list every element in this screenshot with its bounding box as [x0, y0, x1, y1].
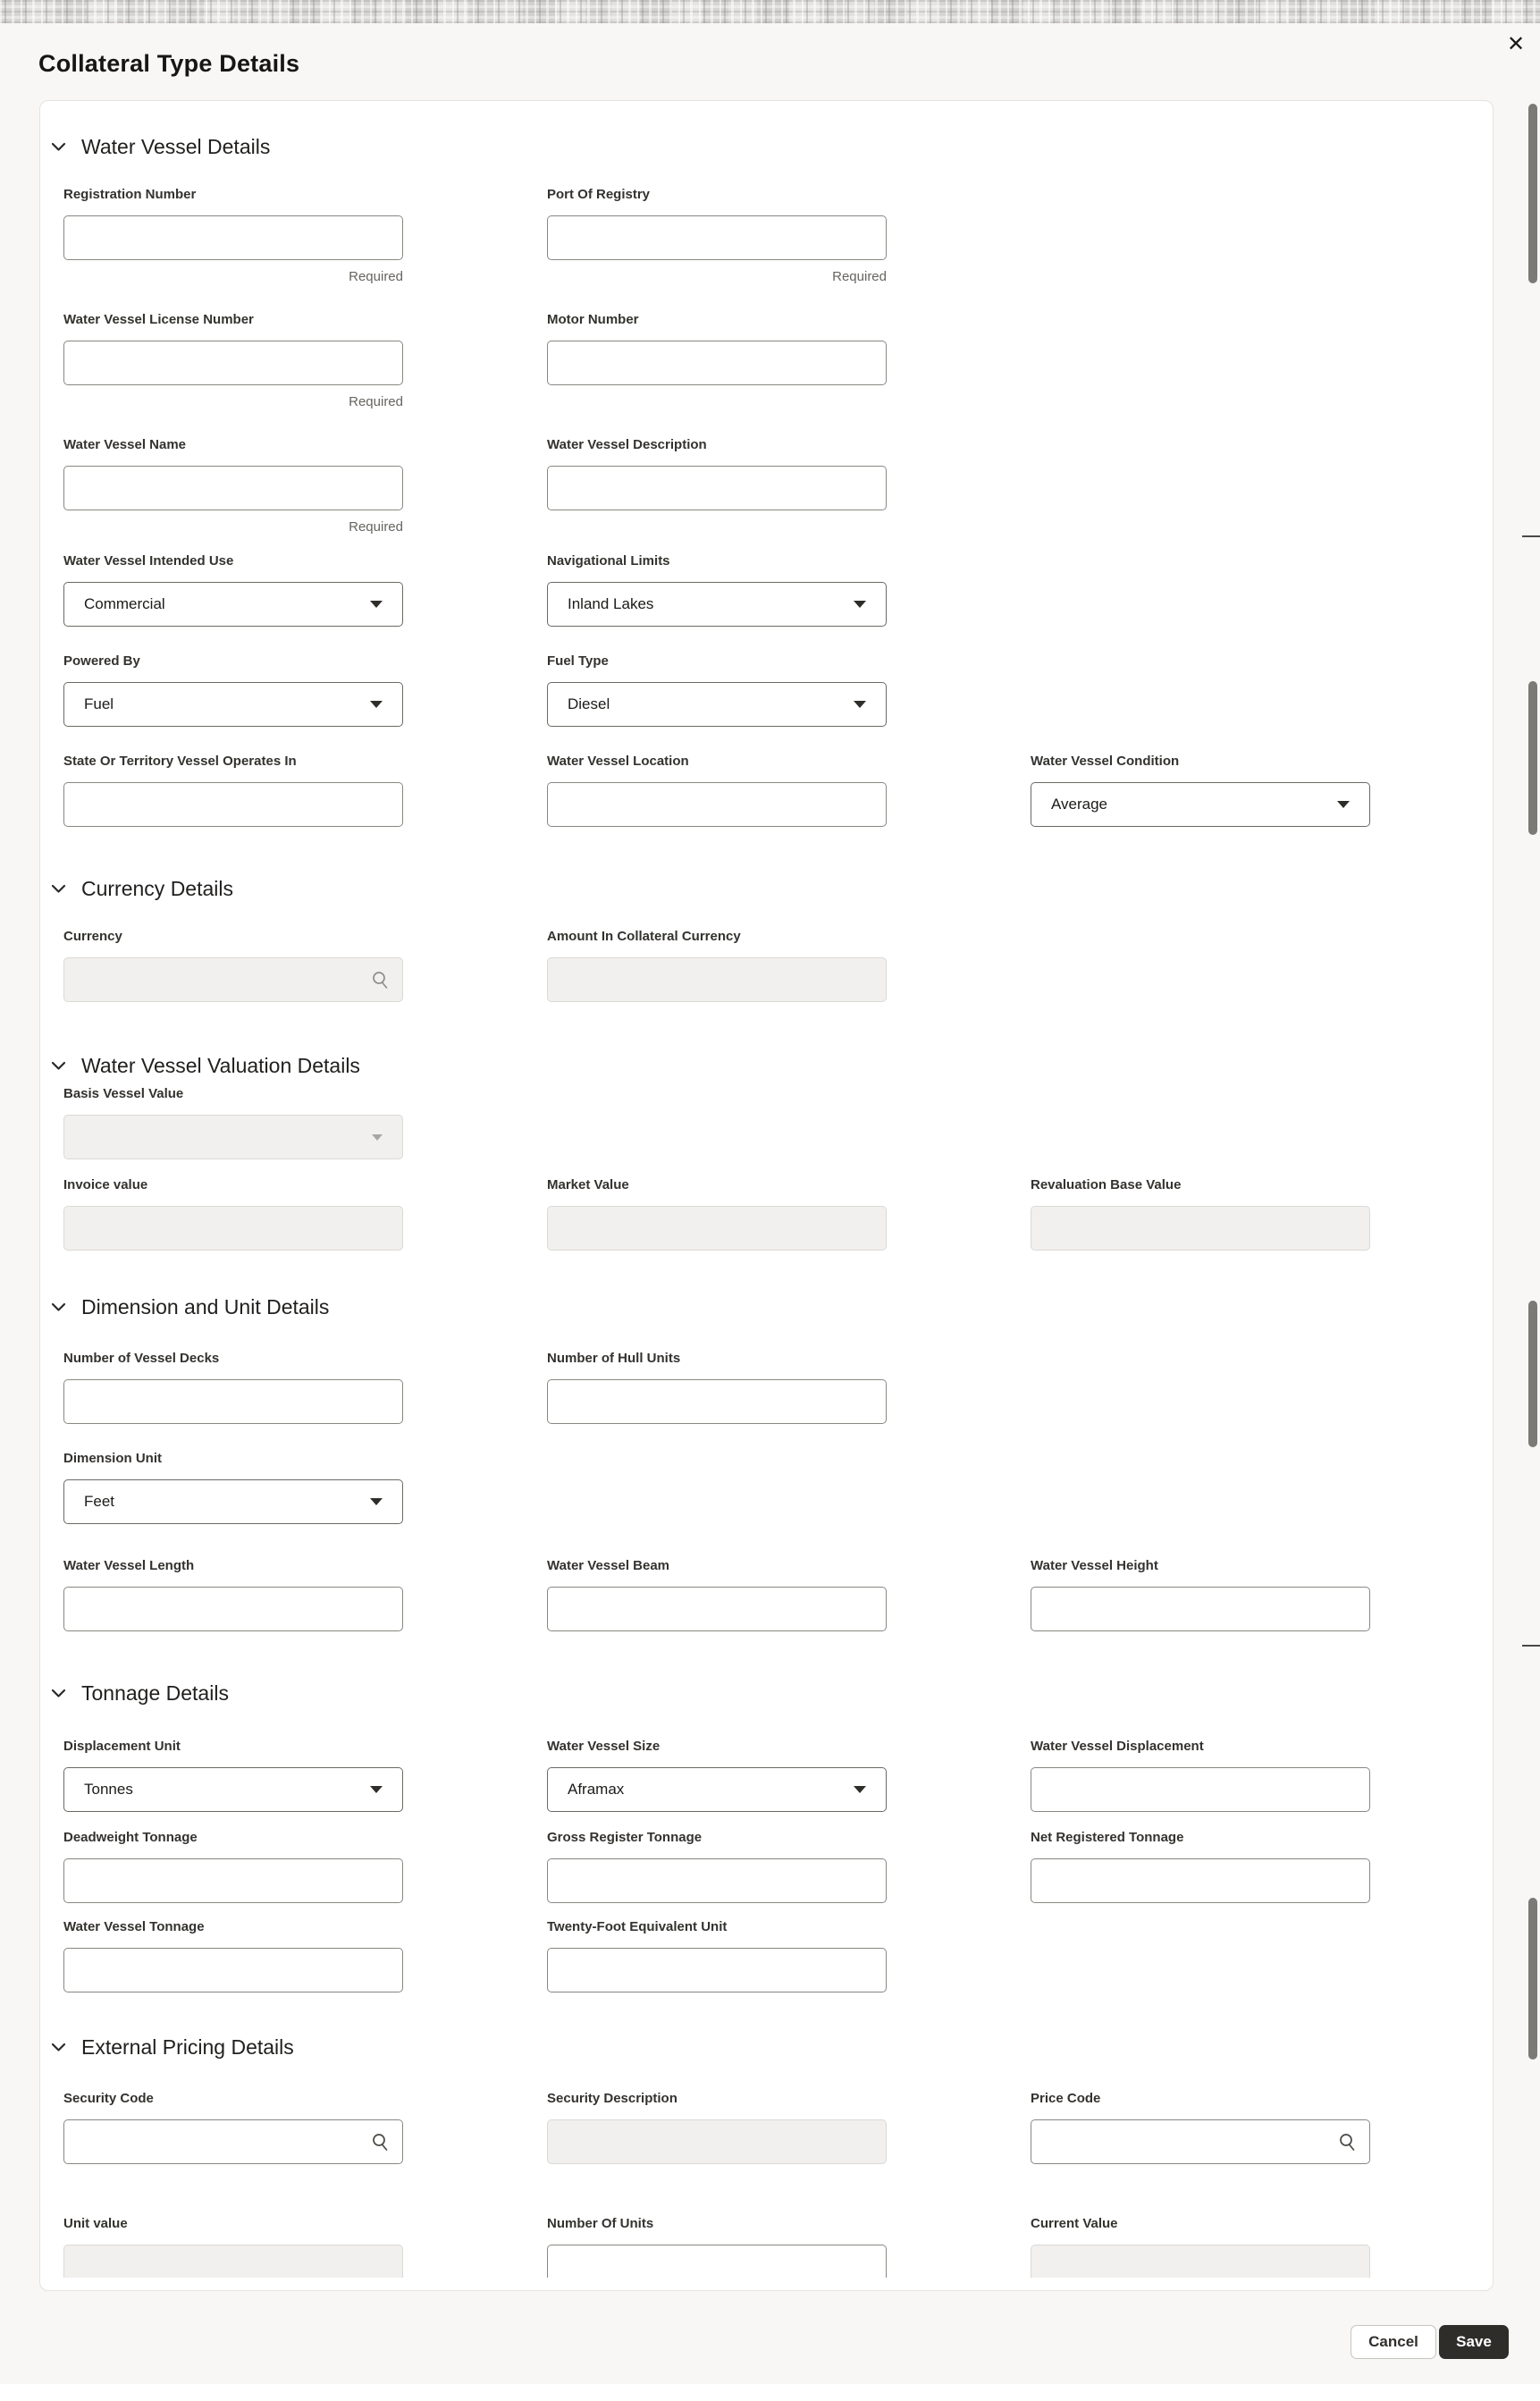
powered-by-field [63, 652, 403, 727]
number-of-vessel-decks-label: Number of Vessel Decks [63, 1351, 220, 1366]
water-vessel-size-label: Water Vessel Size [547, 1739, 661, 1754]
selected-value: Tonnes [84, 1781, 133, 1798]
chevron-down-icon [51, 1689, 66, 1698]
displacement-unit-label: Displacement Unit [63, 1739, 181, 1754]
number-of-hull-units-input[interactable] [568, 1393, 866, 1411]
chevron-down-icon [51, 884, 66, 894]
gross-register-tonnage-text-field [547, 1858, 887, 1903]
security-code-label: Security Code [63, 2091, 154, 2106]
search-icon [371, 971, 390, 990]
gross-register-tonnage-field [547, 1828, 887, 1903]
section-header-external-pricing-details[interactable] [51, 2034, 294, 2060]
basis-vessel-value-label: Basis Vessel Value [63, 1086, 184, 1101]
water-vessel-displacement-field [1031, 1737, 1370, 1812]
chevron-down-icon [51, 142, 66, 152]
water-vessel-height-label: Water Vessel Height [1031, 1558, 1158, 1573]
security-description-input [568, 2133, 866, 2151]
water-vessel-tonnage-text-field [63, 1948, 403, 1992]
powered-by-label: Powered By [63, 653, 140, 669]
selected-value: Fuel [84, 695, 114, 712]
caret-down-icon [370, 701, 383, 708]
seam-line [1522, 535, 1540, 537]
security-description-label: Security Description [547, 2091, 677, 2106]
collateral-type-details-card [39, 100, 1494, 2291]
number-of-units-label: Number Of Units [547, 2216, 654, 2231]
number-of-hull-units-field [547, 1349, 887, 1424]
selected-value: Commercial [84, 595, 165, 612]
twenty-foot-equivalent-unit-text-field [547, 1948, 887, 1992]
invoice-value-field [63, 1175, 403, 1251]
deadweight-tonnage-text-field [63, 1858, 403, 1903]
number-of-hull-units-label: Number of Hull Units [547, 1351, 681, 1366]
section-header-tonnage-details[interactable] [51, 1680, 229, 1706]
currency-label: Currency [63, 929, 122, 944]
fuel-type-label: Fuel Type [547, 653, 609, 669]
section-header-dimension-and-unit-details[interactable] [51, 1293, 329, 1320]
form-row [63, 552, 1475, 627]
port-of-registry-text-field [547, 215, 887, 260]
registration-number-field [63, 185, 403, 285]
scrollbar-thumb[interactable] [1528, 1898, 1537, 2060]
section-title: External Pricing Details [81, 2035, 294, 2059]
motor-number-field [547, 310, 887, 385]
water-vessel-description-label: Water Vessel Description [547, 437, 707, 452]
port-of-registry-input[interactable] [568, 229, 866, 247]
scrollbar-thumb[interactable] [1528, 104, 1537, 283]
water-vessel-intended-use-field [63, 552, 403, 627]
security-code-field [63, 2089, 403, 2164]
close-icon: ✕ [1506, 32, 1526, 56]
water-vessel-name-field [63, 435, 403, 535]
caret-down-icon [370, 1786, 383, 1793]
net-registered-tonnage-field [1031, 1828, 1370, 1903]
price-code-input[interactable] [1051, 2133, 1323, 2151]
water-vessel-height-input[interactable] [1051, 1600, 1350, 1618]
security-code-search-field [63, 2119, 403, 2164]
selected-value: Diesel [568, 695, 610, 712]
port-of-registry-label: Port Of Registry [547, 187, 651, 202]
registration-number-label: Registration Number [63, 187, 197, 202]
bottom-strip [0, 2384, 1540, 2401]
powered-by-select[interactable] [63, 682, 403, 727]
required-indicator: Required [349, 394, 403, 409]
scrollbar-thumb[interactable] [1528, 681, 1537, 835]
water-vessel-tonnage-input[interactable] [84, 1961, 383, 1979]
currency-search-field [63, 957, 403, 1002]
deadweight-tonnage-field [63, 1828, 403, 1903]
save-button[interactable]: Save [1439, 2325, 1509, 2359]
invoice-value-label: Invoice value [63, 1177, 148, 1192]
revaluation-base-value-text-field [1031, 1206, 1370, 1251]
water-vessel-tonnage-field [63, 1917, 403, 1992]
water-vessel-beam-label: Water Vessel Beam [547, 1558, 670, 1573]
water-vessel-condition-select[interactable] [1031, 782, 1370, 827]
water-vessel-description-input[interactable] [568, 479, 866, 497]
revaluation-base-value-field [1031, 1175, 1370, 1251]
dimension-unit-label: Dimension Unit [63, 1451, 163, 1466]
caret-down-icon [1337, 801, 1350, 808]
caret-down-icon [370, 601, 383, 608]
form-row [63, 1449, 1475, 1524]
form-row [63, 1175, 1475, 1251]
water-vessel-name-label: Water Vessel Name [63, 437, 187, 452]
form-row [63, 652, 1475, 727]
chevron-down-icon [51, 1302, 66, 1312]
close-button[interactable] [1503, 32, 1528, 57]
twenty-foot-equivalent-unit-label: Twenty-Foot Equivalent Unit [547, 1919, 728, 1934]
search-icon [371, 2133, 390, 2152]
water-vessel-displacement-label: Water Vessel Displacement [1031, 1739, 1204, 1754]
amount-in-collateral-currency-input [568, 971, 866, 989]
dimension-unit-field [63, 1449, 403, 1524]
form-row [63, 1737, 1475, 1812]
currency-input [84, 971, 356, 989]
form-row [63, 752, 1475, 827]
gross-register-tonnage-label: Gross Register Tonnage [547, 1830, 703, 1845]
navigational-limits-field [547, 552, 887, 627]
market-value-input [568, 1219, 866, 1237]
security-description-field [547, 2089, 887, 2164]
gross-register-tonnage-input[interactable] [568, 1872, 866, 1890]
amount-in-collateral-currency-text-field [547, 957, 887, 1002]
section-title: Dimension and Unit Details [81, 1294, 330, 1318]
water-vessel-beam-text-field [547, 1587, 887, 1631]
form-row [63, 927, 1475, 1002]
form-row [63, 435, 1475, 535]
caret-down-icon [372, 1134, 383, 1141]
motor-number-text-field [547, 341, 887, 385]
cancel-button[interactable]: Cancel [1351, 2325, 1436, 2359]
dimension-unit-select[interactable] [63, 1479, 403, 1524]
selected-value: Feet [84, 1493, 115, 1510]
form-row [63, 2214, 1475, 2278]
caret-down-icon [854, 601, 866, 608]
current-value-field [1031, 2214, 1370, 2278]
form-row [63, 1349, 1475, 1424]
required-indicator: Required [349, 519, 403, 535]
required-indicator: Required [349, 269, 403, 284]
registration-number-text-field [63, 215, 403, 260]
state-or-territory-vessel-operates-in-input[interactable] [84, 796, 383, 813]
state-or-territory-vessel-operates-in-text-field [63, 782, 403, 827]
section-title: Water Vessel Details [81, 134, 271, 158]
water-vessel-length-input[interactable] [84, 1600, 383, 1618]
water-vessel-location-text-field [547, 782, 887, 827]
water-vessel-intended-use-select[interactable] [63, 582, 403, 627]
seam-line [1522, 1645, 1540, 1647]
currency-field [63, 927, 403, 1002]
top-texture-strip [0, 0, 1540, 23]
water-vessel-location-field [547, 752, 887, 827]
water-vessel-description-field [547, 435, 887, 510]
form-row [63, 2089, 1475, 2164]
selected-value: Aframax [568, 1781, 625, 1798]
number-of-vessel-decks-input[interactable] [84, 1393, 383, 1411]
water-vessel-name-input[interactable] [84, 479, 383, 497]
water-vessel-license-number-input[interactable] [84, 354, 383, 372]
form-row [63, 1917, 1475, 1992]
fuel-type-field [547, 652, 887, 727]
invoice-value-text-field [63, 1206, 403, 1251]
form-row [63, 1084, 1475, 1159]
revaluation-base-value-input [1051, 1219, 1350, 1237]
unit-value-input [84, 2258, 383, 2276]
section-header-water-vessel-details[interactable] [51, 133, 270, 160]
navigational-limits-select[interactable] [547, 582, 887, 627]
number-of-units-input[interactable] [568, 2258, 866, 2276]
market-value-text-field [547, 1206, 887, 1251]
section-title: Water Vessel Valuation Details [81, 1053, 360, 1077]
caret-down-icon [370, 1498, 383, 1505]
caret-down-icon [854, 701, 866, 708]
state-or-territory-vessel-operates-in-field [63, 752, 403, 827]
water-vessel-license-number-text-field [63, 341, 403, 385]
water-vessel-beam-field [547, 1556, 887, 1631]
number-of-vessel-decks-text-field [63, 1379, 403, 1424]
page-title: Collateral Type Details [38, 50, 300, 77]
number-of-hull-units-text-field [547, 1379, 887, 1424]
motor-number-label: Motor Number [547, 312, 639, 327]
required-indicator: Required [832, 269, 887, 284]
motor-number-input[interactable] [568, 354, 866, 372]
form-row [63, 310, 1475, 410]
deadweight-tonnage-label: Deadweight Tonnage [63, 1830, 198, 1845]
basis-vessel-value-field [63, 1084, 403, 1159]
water-vessel-condition-field [1031, 752, 1370, 827]
water-vessel-description-text-field [547, 466, 887, 510]
current-value-text-field [1031, 2245, 1370, 2278]
form-row [63, 1556, 1475, 1631]
water-vessel-length-text-field [63, 1587, 403, 1631]
water-vessel-height-field [1031, 1556, 1370, 1631]
section-header-water-vessel-valuation-details[interactable] [51, 1052, 360, 1079]
water-vessel-size-field [547, 1737, 887, 1812]
number-of-units-text-field [547, 2245, 887, 2278]
scrollbar-thumb[interactable] [1528, 1301, 1537, 1447]
form-row [63, 185, 1475, 285]
basis-vessel-value-select [63, 1115, 403, 1159]
section-title: Tonnage Details [81, 1681, 229, 1705]
form-scroll-area [40, 101, 1493, 2278]
amount-in-collateral-currency-field [547, 927, 887, 1002]
price-code-field [1031, 2089, 1370, 2164]
chevron-down-icon [51, 2043, 66, 2052]
water-vessel-height-text-field [1031, 1587, 1370, 1631]
water-vessel-size-select[interactable] [547, 1767, 887, 1812]
water-vessel-location-input[interactable] [568, 796, 866, 813]
twenty-foot-equivalent-unit-input[interactable] [568, 1961, 866, 1979]
water-vessel-length-label: Water Vessel Length [63, 1558, 195, 1573]
deadweight-tonnage-input[interactable] [84, 1872, 383, 1890]
water-vessel-license-number-label: Water Vessel License Number [63, 312, 254, 327]
twenty-foot-equivalent-unit-field [547, 1917, 887, 1992]
security-description-text-field [547, 2119, 887, 2164]
water-vessel-tonnage-label: Water Vessel Tonnage [63, 1919, 205, 1934]
search-icon [1338, 2133, 1357, 2152]
selected-value: Average [1051, 796, 1108, 813]
water-vessel-condition-label: Water Vessel Condition [1031, 754, 1180, 769]
section-title: Currency Details [81, 876, 233, 900]
form-row [63, 1828, 1475, 1903]
number-of-vessel-decks-field [63, 1349, 403, 1424]
registration-number-input[interactable] [84, 229, 383, 247]
unit-value-label: Unit value [63, 2216, 128, 2231]
water-vessel-location-label: Water Vessel Location [547, 754, 689, 769]
displacement-unit-field [63, 1737, 403, 1812]
unit-value-field [63, 2214, 403, 2278]
section-header-currency-details[interactable] [51, 875, 233, 902]
water-vessel-displacement-input[interactable] [1051, 1781, 1350, 1799]
water-vessel-length-field [63, 1556, 403, 1631]
current-value-label: Current Value [1031, 2216, 1118, 2231]
security-code-input[interactable] [84, 2133, 356, 2151]
revaluation-base-value-label: Revaluation Base Value [1031, 1177, 1182, 1192]
market-value-field [547, 1175, 887, 1251]
selected-value: Inland Lakes [568, 595, 654, 612]
price-code-search-field [1031, 2119, 1370, 2164]
price-code-label: Price Code [1031, 2091, 1101, 2106]
navigational-limits-label: Navigational Limits [547, 553, 670, 569]
displacement-unit-select[interactable] [63, 1767, 403, 1812]
water-vessel-intended-use-label: Water Vessel Intended Use [63, 553, 234, 569]
amount-in-collateral-currency-label: Amount In Collateral Currency [547, 929, 741, 944]
fuel-type-select[interactable] [547, 682, 887, 727]
water-vessel-name-text-field [63, 466, 403, 510]
number-of-units-field [547, 2214, 887, 2278]
net-registered-tonnage-text-field [1031, 1858, 1370, 1903]
market-value-label: Market Value [547, 1177, 629, 1192]
chevron-down-icon [51, 1061, 66, 1071]
current-value-input [1051, 2258, 1350, 2276]
invoice-value-input [84, 1219, 383, 1237]
water-vessel-beam-input[interactable] [568, 1600, 866, 1618]
net-registered-tonnage-label: Net Registered Tonnage [1031, 1830, 1184, 1845]
caret-down-icon [854, 1786, 866, 1793]
state-or-territory-vessel-operates-in-label: State Or Territory Vessel Operates In [63, 754, 297, 769]
net-registered-tonnage-input[interactable] [1051, 1872, 1350, 1890]
unit-value-text-field [63, 2245, 403, 2278]
water-vessel-license-number-field [63, 310, 403, 410]
port-of-registry-field [547, 185, 887, 285]
water-vessel-displacement-text-field [1031, 1767, 1370, 1812]
